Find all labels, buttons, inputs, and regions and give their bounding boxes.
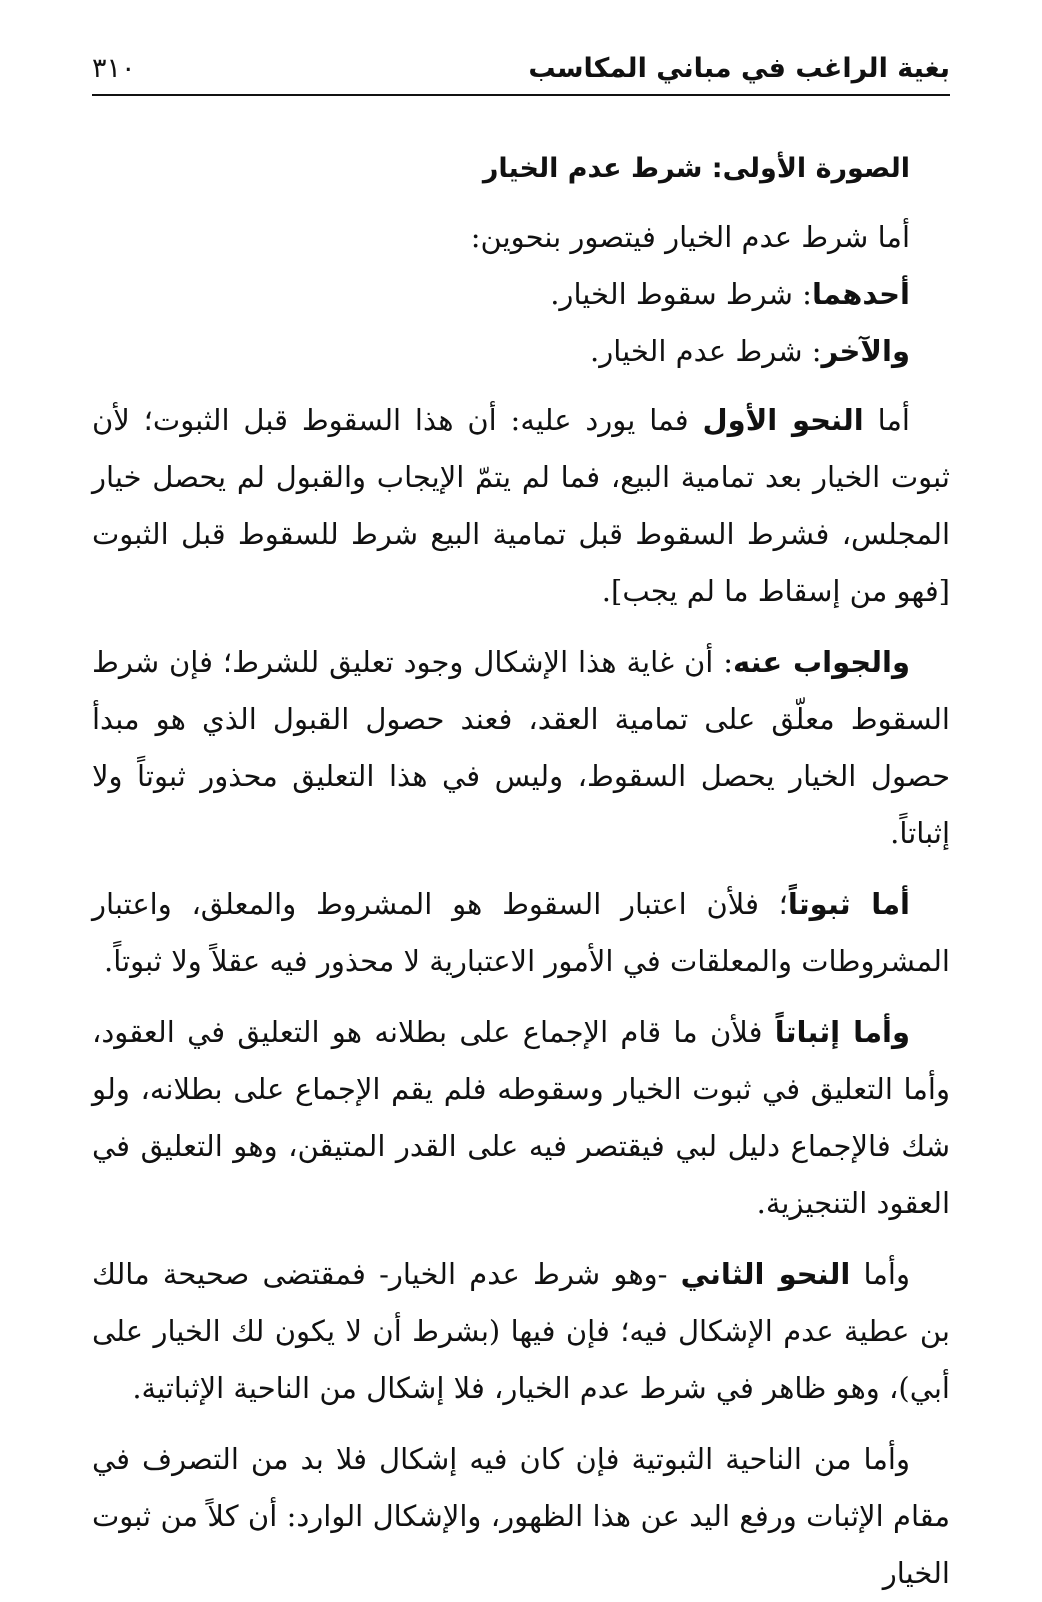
paragraph-lead: أما	[863, 403, 910, 437]
paragraph-keyword: والجواب عنه	[732, 645, 911, 679]
list-text: : شرط سقوط الخيار.	[550, 277, 812, 311]
list-item-second	[92, 323, 950, 380]
running-title: بغية الراغب في مباني المكاسب	[528, 52, 950, 84]
paragraph-evidential	[92, 1004, 950, 1232]
paragraph-text: وأما من الناحية الثبوتية فإن كان فيه إشكال فلا بد من التصرف في مقام الإثبات ورفع اليد عن هذا الظهور، والإشكال الوارد: أن كلاً من ثبوت الخيار	[92, 1442, 950, 1590]
paragraph-keyword: أما ثبوتاً	[787, 887, 910, 921]
paragraph-second-approach	[92, 1246, 950, 1417]
paragraph-keyword: وأما إثباتاً	[774, 1015, 910, 1049]
paragraph-keyword: النحو الثاني	[680, 1257, 851, 1291]
list-text: : شرط عدم الخيار.	[590, 334, 822, 368]
list-label: والآخر	[821, 334, 910, 368]
paragraph-answer	[92, 634, 950, 862]
page-number: ٣١٠	[92, 52, 136, 84]
list-label: أحدهما	[811, 277, 910, 311]
page-header	[92, 38, 950, 96]
page-body	[92, 140, 950, 1602]
paragraph-text: ؛ فلأن اعتبار السقوط هو المشروط والمعلق، واعتبار المشروطات والمعلقات في الأمور الاعتبارية لا محذور فيه عقلاً ولا ثبوتاً.	[92, 887, 950, 978]
paragraph-lead: وأما	[850, 1257, 910, 1291]
paragraph-text: -وهو شرط عدم الخيار- فمقتضى صحيحة مالك بن عطية عدم الإشكال فيه؛ فإن فيها (بشرط أن لا يكون لك الخيار على أبي)، وهو ظاهر في شرط عدم الخيار، فلا إشكال من الناحية الإثباتية.	[92, 1257, 950, 1405]
intro-line: أما شرط عدم الخيار فيتصور بنحوين:	[470, 220, 910, 254]
section-heading: الصورة الأولى: شرط عدم الخيار	[482, 153, 910, 184]
paragraph-keyword: النحو الأول	[702, 403, 864, 437]
paragraph-theoretical-aspect	[92, 1431, 950, 1602]
paragraph-theoretical	[92, 876, 950, 990]
paragraph-text: فلأن ما قام الإجماع على بطلانه هو التعليق في العقود، وأما التعليق في ثبوت الخيار وسقوطه فلم يقم الإجماع على بطلانه، ولو شك فالإجماع دليل لبي فيقتصر فيه على القدر المتيقن، وهو التعليق في العقود التنجيزية.	[92, 1015, 950, 1220]
paragraph-first-approach	[92, 392, 950, 620]
paragraph-text: فما يورد عليه: أن هذا السقوط قبل الثبوت؛ لأن ثبوت الخيار بعد تمامية البيع، فما لم يتمّ الإيجاب والقبول لم يحصل خيار المجلس، فشرط السقوط قبل تمامية البيع شرط للسقوط قبل الثبوت [فهو من إسقاط ما لم يجب].	[92, 403, 951, 608]
list-item-first	[92, 266, 950, 323]
paragraph-text: : أن غاية هذا الإشكال وجود تعليق للشرط؛ فإن شرط السقوط معلّق على تمامية العقد، فعند حصول القبول الذي هو مبدأ حصول الخيار يحصل السقوط، وليس في هذا التعليق محذور ثبوتاً ولا إثباتاً.	[92, 645, 950, 850]
